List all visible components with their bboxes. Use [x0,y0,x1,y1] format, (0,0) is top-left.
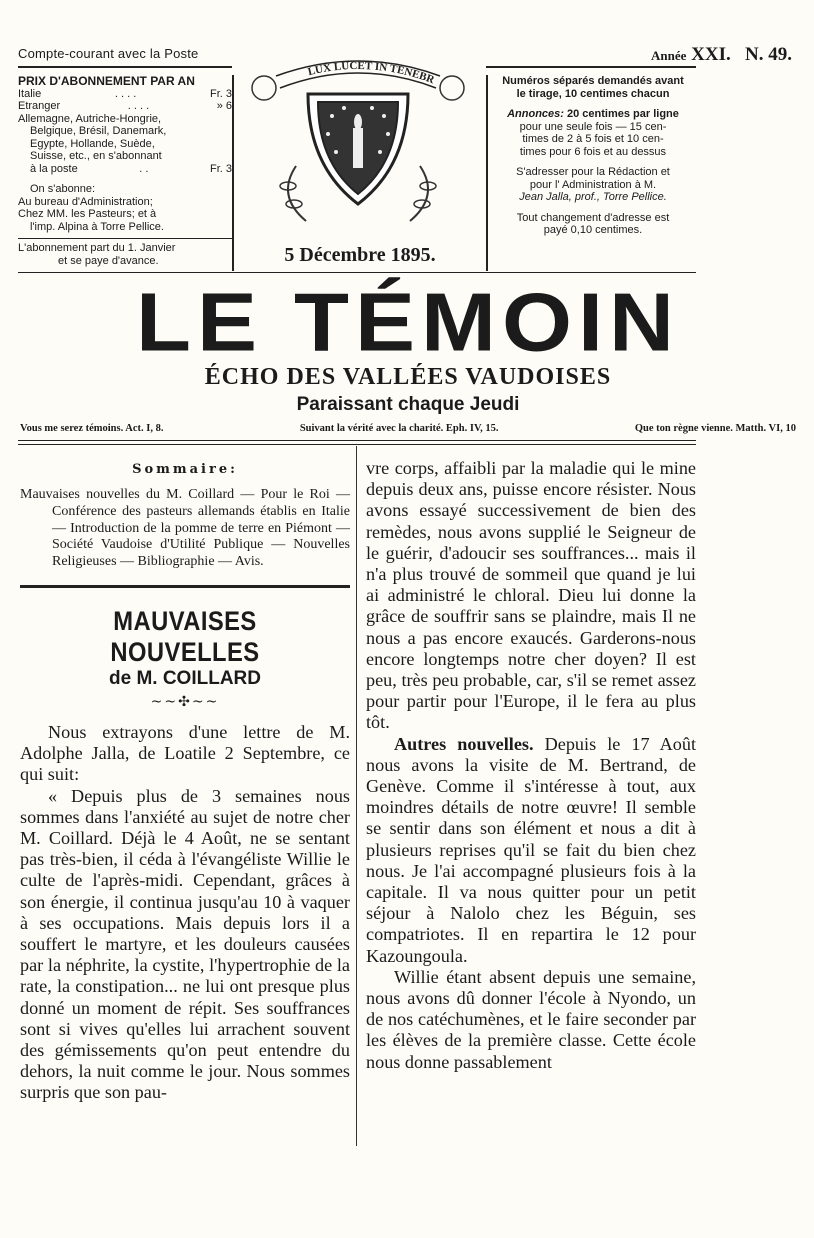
header-bottom-rule [18,272,696,273]
column-separator [356,446,357,1146]
address-change-note [488,212,698,237]
price-poste: Fr. 3 [209,162,232,175]
subscribe-line: l'imp. Alpina à Torre Pellice. [30,220,164,233]
issue-date: 5 Décembre 1895. [284,244,436,266]
subscription-payment-note: et se paye d'avance. [58,254,159,267]
ornament: ~~✣~~ [150,693,220,710]
info-line: 20 centimes par ligne [567,108,679,120]
article-paragraph: Willie étant absent depuis une semaine, nous avons dû donner l'école à Nyondo, un de nos catéchumènes, et le faire seconder par les élèves de la première classe. Cette école nous donne passablement [366,966,696,1072]
price-row-italie [18,88,232,101]
price-row-etranger [18,100,232,113]
motto-line [20,423,796,434]
dots-poste: . . [139,162,149,175]
info-line: Jean Jalla, prof., Torre Pellice. [519,191,667,203]
article-paragraph: « Depuis plus de 3 semaines nous sommes dans l'anxiété au sujet de notre cher M. Coillard. Déjà le 4 Août, ne se sentant pas très-bien, il céda à l'évangéliste Willie le culte de l'après-midi. Cependant, grâces à son énergie, il continua jusqu'au 10 à vaquer à ses occupations. Mais depuis lors il a souffert le martyre, et les douleurs causées par la néphrite, la cystite, l'hypertrophie de la rate, la constipation... ne lui ont presque plus donné un moment de répit. Ses souffrances sont si vives qu'elles lui arrachent souvent des gémissements qu'on peut entendre du dehors, la nuit comme le jour. Nous sommes surpris que son pau- [20,785,350,1103]
masthead-rule [18,440,696,441]
publication-frequency: Paraissant chaque Jeudi [296,394,520,415]
subscribe-line: Au bureau d'Administration; [18,195,153,208]
countries-line: Egypte, Hollande, Suède, [30,137,155,150]
ads-label: Annonces: [507,108,564,120]
article-subtitle: de M. COILLARD [109,667,261,689]
motto-verse: Suivant la vérité avec la charité. Eph. IV, 15. [299,423,499,434]
right-column [366,458,696,1073]
countries-line: Suisse, etc., en s'abonnant [30,150,162,162]
emblem-motto: LUX LUCET IN TENEBR [306,59,436,87]
subscription-start-note: L'abonnement part du 1. Janvier [18,238,232,255]
article-paragraph: Nous extrayons d'une lettre de M. Adolphe Jalla, de Loatile 2 Septembre, ce qui suit: [20,721,350,785]
emblem [236,46,480,246]
svg-text:LUX LUCET IN TENEBRIS [236,46,437,87]
article-title: MAUVAISES NOUVELLES [110,605,260,667]
emblem-illustration [236,46,480,246]
price-etranger: » 6 [216,100,232,112]
motto-verse: Que ton règne vienne. Matth. VI, 10 [634,423,796,434]
newspaper-subtitle: ÉCHO DES VALLÉES VAUDOISES [204,364,612,390]
left-column [20,462,350,1104]
info-line: payé 0,10 centimes. [543,224,643,236]
info-line: times de 2 à 5 fois et 10 cen- [522,133,664,145]
rule-left-top [18,66,232,68]
single-issues-note [488,75,698,100]
subscribe-line: On s'abonne: [30,183,96,195]
price-row-poste [18,163,232,176]
info-line: pour l' Administration à M. [529,178,657,191]
rule-right-top [486,66,696,68]
summary-rule [20,585,350,588]
info-line: times pour 6 fois et au dessus [519,145,667,158]
number-value: 49. [768,44,792,65]
dots-italie: . . . . [114,87,137,100]
subscribe-line: Chez MM. les Pasteurs; et à [18,208,157,220]
article-paragraph-news [366,734,696,967]
info-line: Tout changement d'adresse est [516,211,670,224]
label-poste: à la poste [30,162,78,175]
countries-line: Belgique, Brésil, Danemark, [30,125,167,137]
issue-info [592,44,792,66]
info-line: le tirage, 10 centimes chacun [516,87,670,100]
info-line: pour une seule fois — 15 cen- [519,120,667,133]
number-label: N. [745,44,764,65]
masthead-rule-2 [18,444,696,445]
summary-body: Mauvaises nouvelles du M. Coillard — Pour le Roi — Conférence des pasteurs allemands établis en Italie — Introduction de la pomme de terre en Piémont — Société Vaudoise d'Utilité Publique — Nouvelles Religieuses — Bibliographie — Avis. [20,487,350,570]
news-heading: Autres nouvelles. [394,733,534,754]
ads-pricing [488,108,698,158]
countries-line: Allemagne, Autriche-Hongrie, [18,112,162,125]
article-paragraph: vre corps, affaibli par la maladie qui le mine depuis deux ans, puisse encore résister. Nous avons essayé successivement de bien des remèdes, nous avons supplié le Seigneur de le guérir, d'adoucir ses souffrances... mais il n'a plus trouvé de sommeil que quand je lui ai administré le chloral. Dieu lui donne la grâce de souffrir sans se plaindre, mais Il ne nous a pas encore exaucés. Garderons-nous encore longtemps notre cher doyen? Il est peu, très peu probable, car, s'il se remet assez pour partir pour l'Europe, il le fera au plus tôt. [366,458,696,733]
summary-title: Sommaire: [132,462,238,477]
info-line: S'adresser pour la Rédaction et [516,166,670,178]
news-text: Depuis le 17 Août nous avons la visite de M. Bertrand, de Genève. Comme il s'intéresse à tout, aux moindres détails de notre œuvre! Il semble se sentir dans son élément et nous a dit à plusieurs reprises qu'il se fait du bien chez nous. Je l'ai accompagné plusieurs fois à la capitale. Il va nous quitter pour un petit séjour à Nalolo chez les Béguin, ses compatriotes. Il en repartira le 12 pour Kazoungoula. [366,733,696,966]
info-line: Numéros séparés demandés avant [502,75,684,87]
subscription-box [18,75,234,271]
year-label: Année [651,48,687,63]
contact-note [488,166,698,204]
price-italie: Fr. 3 [209,87,232,100]
newspaper-title: LE TÉMOIN [136,277,680,369]
info-box [486,75,698,271]
label-etranger: Etranger [18,100,61,112]
postal-account-note: Compte-courant avec la Poste [18,46,199,61]
year-value: XXI. [691,44,731,65]
label-italie: Italie [18,87,42,100]
subscription-title: PRIX D'ABONNEMENT PAR AN [18,74,195,88]
motto-verse: Vous me serez témoins. Act. I, 8. [20,423,164,434]
dots-etranger: . . . . [127,100,150,112]
